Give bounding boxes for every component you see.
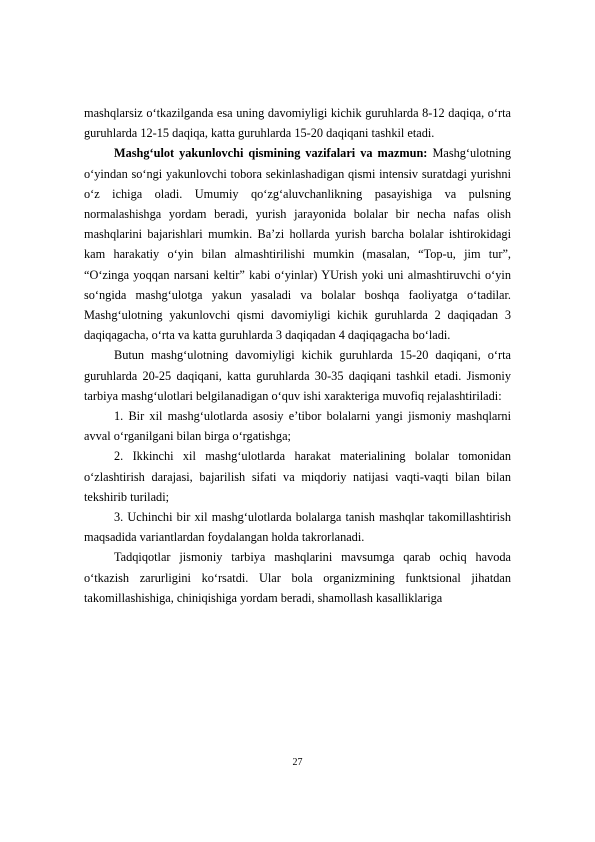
- page-body: [84, 103, 511, 608]
- paragraph-duration: Butun mashg‘ulotning davomiyligi kichik guruhlarda 15-20 daqiqani, o‘rta guruhlarda 20-25 daqiqani, katta guruhlarda 30-35 daqiqani tashkil etadi. Jismoniy tarbiya mashg‘ulotlari belgilanadigan o‘quv ishi xarakteriga muvofiq rejalashtiriladi:: [84, 348, 511, 403]
- paragraph-final-part: [84, 143, 511, 345]
- list-item-1: 1. Bir xil mashg‘ulotlarda asosiy e’tibor bolalarni yangi jismoniy mashqlarni avval o‘rganilgani bilan birga o‘rgatishga;: [84, 409, 511, 444]
- section-heading: Mashg‘ulot yakunlovchi qismining vazifalari va mazmun:: [114, 146, 428, 161]
- paragraph-research: Tadqiqotlar jismoniy tarbiya mashqlarini mavsumga qarab ochiq havoda o‘tkazish zarurligini ko‘rsatdi. Ular bola organizmining funktsional jihatdan takomillashishiga, chiniqishiga yordam beradi, shamollash kasalliklariga: [84, 550, 511, 605]
- list-item-3: 3. Uchinchi bir xil mashg‘ulotlarda bolalarga tanish mashqlar takomillashtirish maqsadida variantlardan foydalangan holda takrorlanadi.: [84, 510, 511, 545]
- paragraph-final-part-body: Mashg‘ulotning o‘yindan so‘ngi yakunlovchi tobora sekinlashadigan qismi intensiv suratdagi yurishni o‘z ichiga oladi. Umumiy qo‘zg‘aluvchanlikning pasayishiga va pulsning normalashishga yordam beradi, yurish jarayonida bolalar bir necha nafas olish mashqlarini bajarishlari mumkin. Ba’zi hollarda yurish barcha bolalar ishtirokidagi kam harakatiy o‘yin bilan almashtirilishi mumkin (masalan, “Top-u, jim tur”, “O‘zinga yoqqan narsani keltir” kabi o‘yinlar) YUrish yoki uni almashtiruvchi o‘yin so‘ngida mashg‘ulotga yakun yasaladi va bolalar boshqa faoliyatga o‘tadilar. Mashg‘ulotning yakunlovchi qismi davomiyligi kichik guruhlarda 2 daqiqadan 3 daqiqagacha, o‘rta va katta guruhlarda 3 daqiqadan 4 daqiqagacha bo‘ladi.: [84, 146, 511, 343]
- page-number: 27: [292, 757, 303, 768]
- list-item-2: 2. Ikkinchi xil mashg‘ulotlarda harakat materialining bolalar tomonidan o‘zlashtirish darajasi, bajarilish sifati va miqdoriy natijasi vaqti-vaqti bilan bilan tekshirib turiladi;: [84, 449, 511, 504]
- paragraph-continuation: mashqlarsiz o‘tkazilganda esa uning davomiyligi kichik guruhlarda 8-12 daqiqa, o‘rta guruhlarda 12-15 daqiqa, katta guruhlarda 15-20 daqiqani tashkil etadi.: [84, 106, 511, 141]
